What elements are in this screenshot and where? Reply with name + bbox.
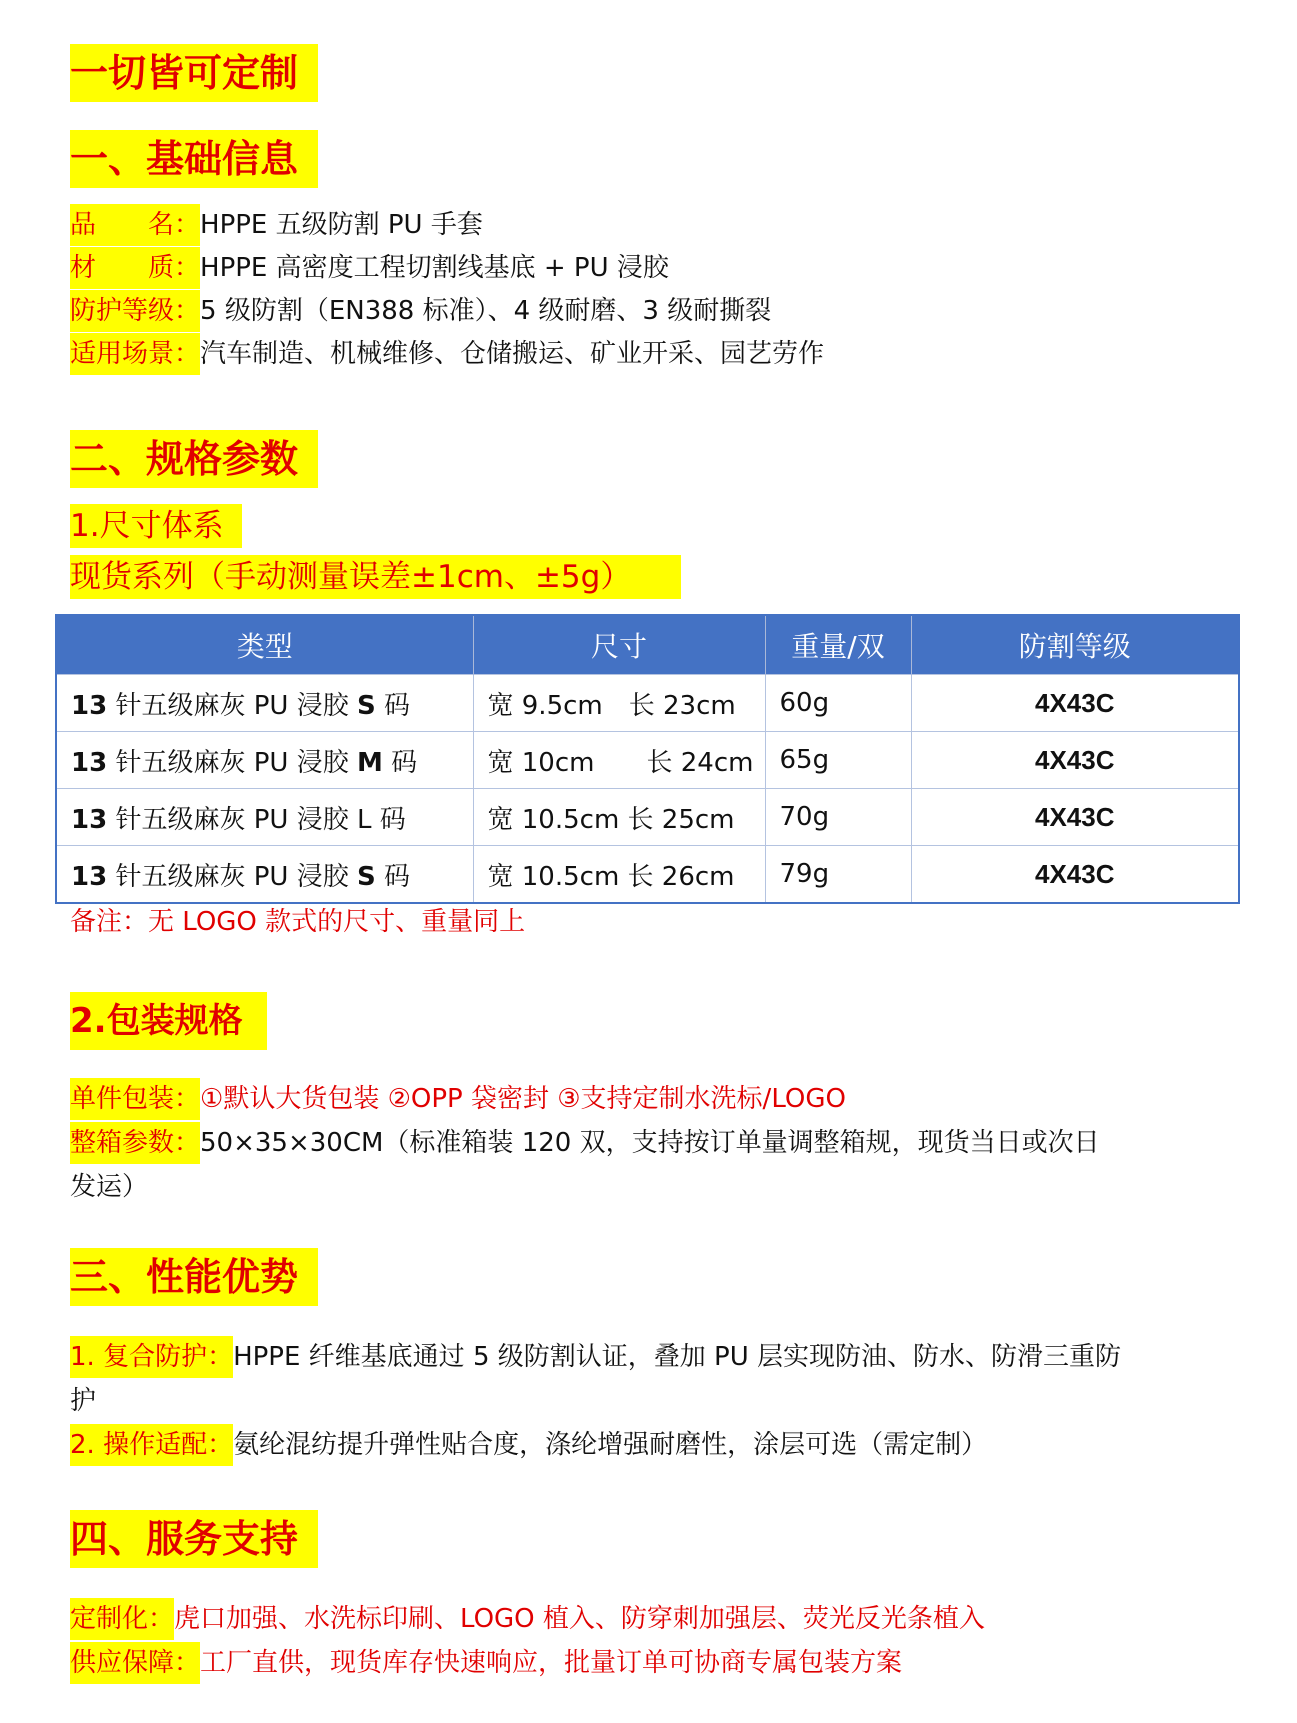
- main-title: 一切皆可定制: [70, 44, 318, 102]
- table-note: 备注：无 LOGO 款式的尺寸、重量同上: [70, 907, 526, 937]
- needle-count: 13: [71, 861, 108, 892]
- cell-grade: 4X43C: [911, 675, 1239, 732]
- pack-row-carton: [70, 1122, 1100, 1164]
- stock-series-desc: 现货系列（手动测量误差±1cm、±5g）: [70, 555, 681, 599]
- table-header-row: [56, 615, 1239, 675]
- info-label: 防护等级：: [70, 290, 200, 332]
- cell-type: [56, 789, 473, 846]
- cell-size: 宽 10cm 长 24cm: [473, 732, 765, 789]
- service-value: 虎口加强、水洗标印刷、LOGO 植入、防穿刺加强层、荧光反光条植入: [174, 1604, 985, 1634]
- info-value: 汽车制造、机械维修、仓储搬运、矿业开采、园艺劳作: [200, 339, 825, 369]
- info-row-scenarios: [70, 333, 824, 375]
- perf-row-composite-cont: [70, 1380, 96, 1422]
- pack-value: 50×35×30CM（标准箱装 120 双，支持按订单量调整箱规，现货当日或次日: [200, 1128, 1100, 1158]
- pack-row-carton-cont: [70, 1166, 148, 1208]
- pack-value: ①默认大货包装 ②OPP 袋密封 ③支持定制水洗标/LOGO: [200, 1084, 846, 1114]
- perf-value: 氨纶混纺提升弹性贴合度，涤纶增强耐磨性，涂层可选（需定制）: [233, 1430, 988, 1460]
- table-row: [56, 789, 1239, 846]
- type-desc: 针五级麻灰 PU 浸胶: [107, 690, 357, 721]
- info-row-name: [70, 204, 483, 246]
- pack-label: 单件包装：: [70, 1078, 200, 1120]
- header-weight: 重量/双: [765, 615, 911, 675]
- info-label: 品 名：: [70, 204, 200, 246]
- size-system-subtitle: 1.尺寸体系: [70, 504, 242, 548]
- cell-type: [56, 675, 473, 732]
- perf-label: 1. 复合防护：: [70, 1336, 233, 1378]
- pack-label: 整箱参数：: [70, 1122, 200, 1164]
- cell-size: 宽 10.5cm 长 26cm: [473, 846, 765, 904]
- section-3-title: 三、性能优势: [70, 1248, 318, 1306]
- service-label: 定制化：: [70, 1598, 174, 1640]
- service-value: 工厂直供，现货库存快速响应，批量订单可协商专属包装方案: [200, 1648, 903, 1678]
- cell-size: 宽 9.5cm 长 23cm: [473, 675, 765, 732]
- service-label: 供应保障：: [70, 1642, 200, 1684]
- info-row-protection: [70, 290, 771, 332]
- perf-row-operation: [70, 1424, 987, 1466]
- table-row: [56, 732, 1239, 789]
- cell-weight: 60g: [765, 675, 911, 732]
- cell-grade: 4X43C: [911, 846, 1239, 904]
- perf-row-composite: [70, 1336, 1121, 1378]
- size-code: M: [356, 747, 383, 778]
- size-code: L: [356, 804, 372, 835]
- cell-grade: 4X43C: [911, 789, 1239, 846]
- info-row-material: [70, 247, 669, 289]
- pack-row-single: [70, 1078, 846, 1120]
- header-grade: 防割等级: [911, 615, 1239, 675]
- service-row-custom: [70, 1598, 985, 1640]
- table-row: [56, 846, 1239, 904]
- info-value: HPPE 五级防割 PU 手套: [200, 210, 483, 240]
- type-suffix: 码: [375, 690, 410, 721]
- info-label: 材 质：: [70, 247, 200, 289]
- cell-size: 宽 10.5cm 长 25cm: [473, 789, 765, 846]
- info-value: HPPE 高密度工程切割线基底 + PU 浸胶: [200, 253, 669, 283]
- header-type: 类型: [56, 615, 473, 675]
- type-suffix: 码: [382, 747, 418, 778]
- size-code: S: [356, 690, 376, 721]
- type-desc: 针五级麻灰 PU 浸胶: [107, 747, 357, 778]
- type-desc: 针五级麻灰 PU 浸胶: [107, 861, 357, 892]
- cell-type: [56, 846, 473, 904]
- cell-type: [56, 732, 473, 789]
- cell-grade: 4X43C: [911, 732, 1239, 789]
- perf-value: HPPE 纤维基底通过 5 级防割认证，叠加 PU 层实现防油、防水、防滑三重防: [233, 1342, 1121, 1372]
- packaging-subtitle: 2.包装规格: [70, 992, 267, 1050]
- service-row-supply: [70, 1642, 902, 1684]
- type-suffix: 码: [375, 861, 410, 892]
- spec-table: [55, 614, 1240, 904]
- cell-weight: 70g: [765, 789, 911, 846]
- needle-count: 13: [71, 747, 108, 778]
- needle-count: 13: [71, 804, 108, 835]
- type-suffix: 码: [371, 804, 406, 835]
- header-size: 尺寸: [473, 615, 765, 675]
- size-code: S: [356, 861, 376, 892]
- perf-label: 2. 操作适配：: [70, 1424, 233, 1466]
- info-value: 5 级防割（EN388 标准）、4 级耐磨、3 级耐撕裂: [200, 296, 772, 326]
- table-row: [56, 675, 1239, 732]
- section-4-title: 四、服务支持: [70, 1510, 318, 1568]
- type-desc: 针五级麻灰 PU 浸胶: [107, 804, 357, 835]
- cell-weight: 65g: [765, 732, 911, 789]
- section-2-title: 二、规格参数: [70, 430, 318, 488]
- cell-weight: 79g: [765, 846, 911, 904]
- pack-value-cont: 发运）: [70, 1172, 149, 1202]
- info-label: 适用场景：: [70, 333, 200, 375]
- needle-count: 13: [71, 690, 108, 721]
- perf-value-cont: 护: [70, 1386, 97, 1416]
- section-1-title: 一、基础信息: [70, 130, 318, 188]
